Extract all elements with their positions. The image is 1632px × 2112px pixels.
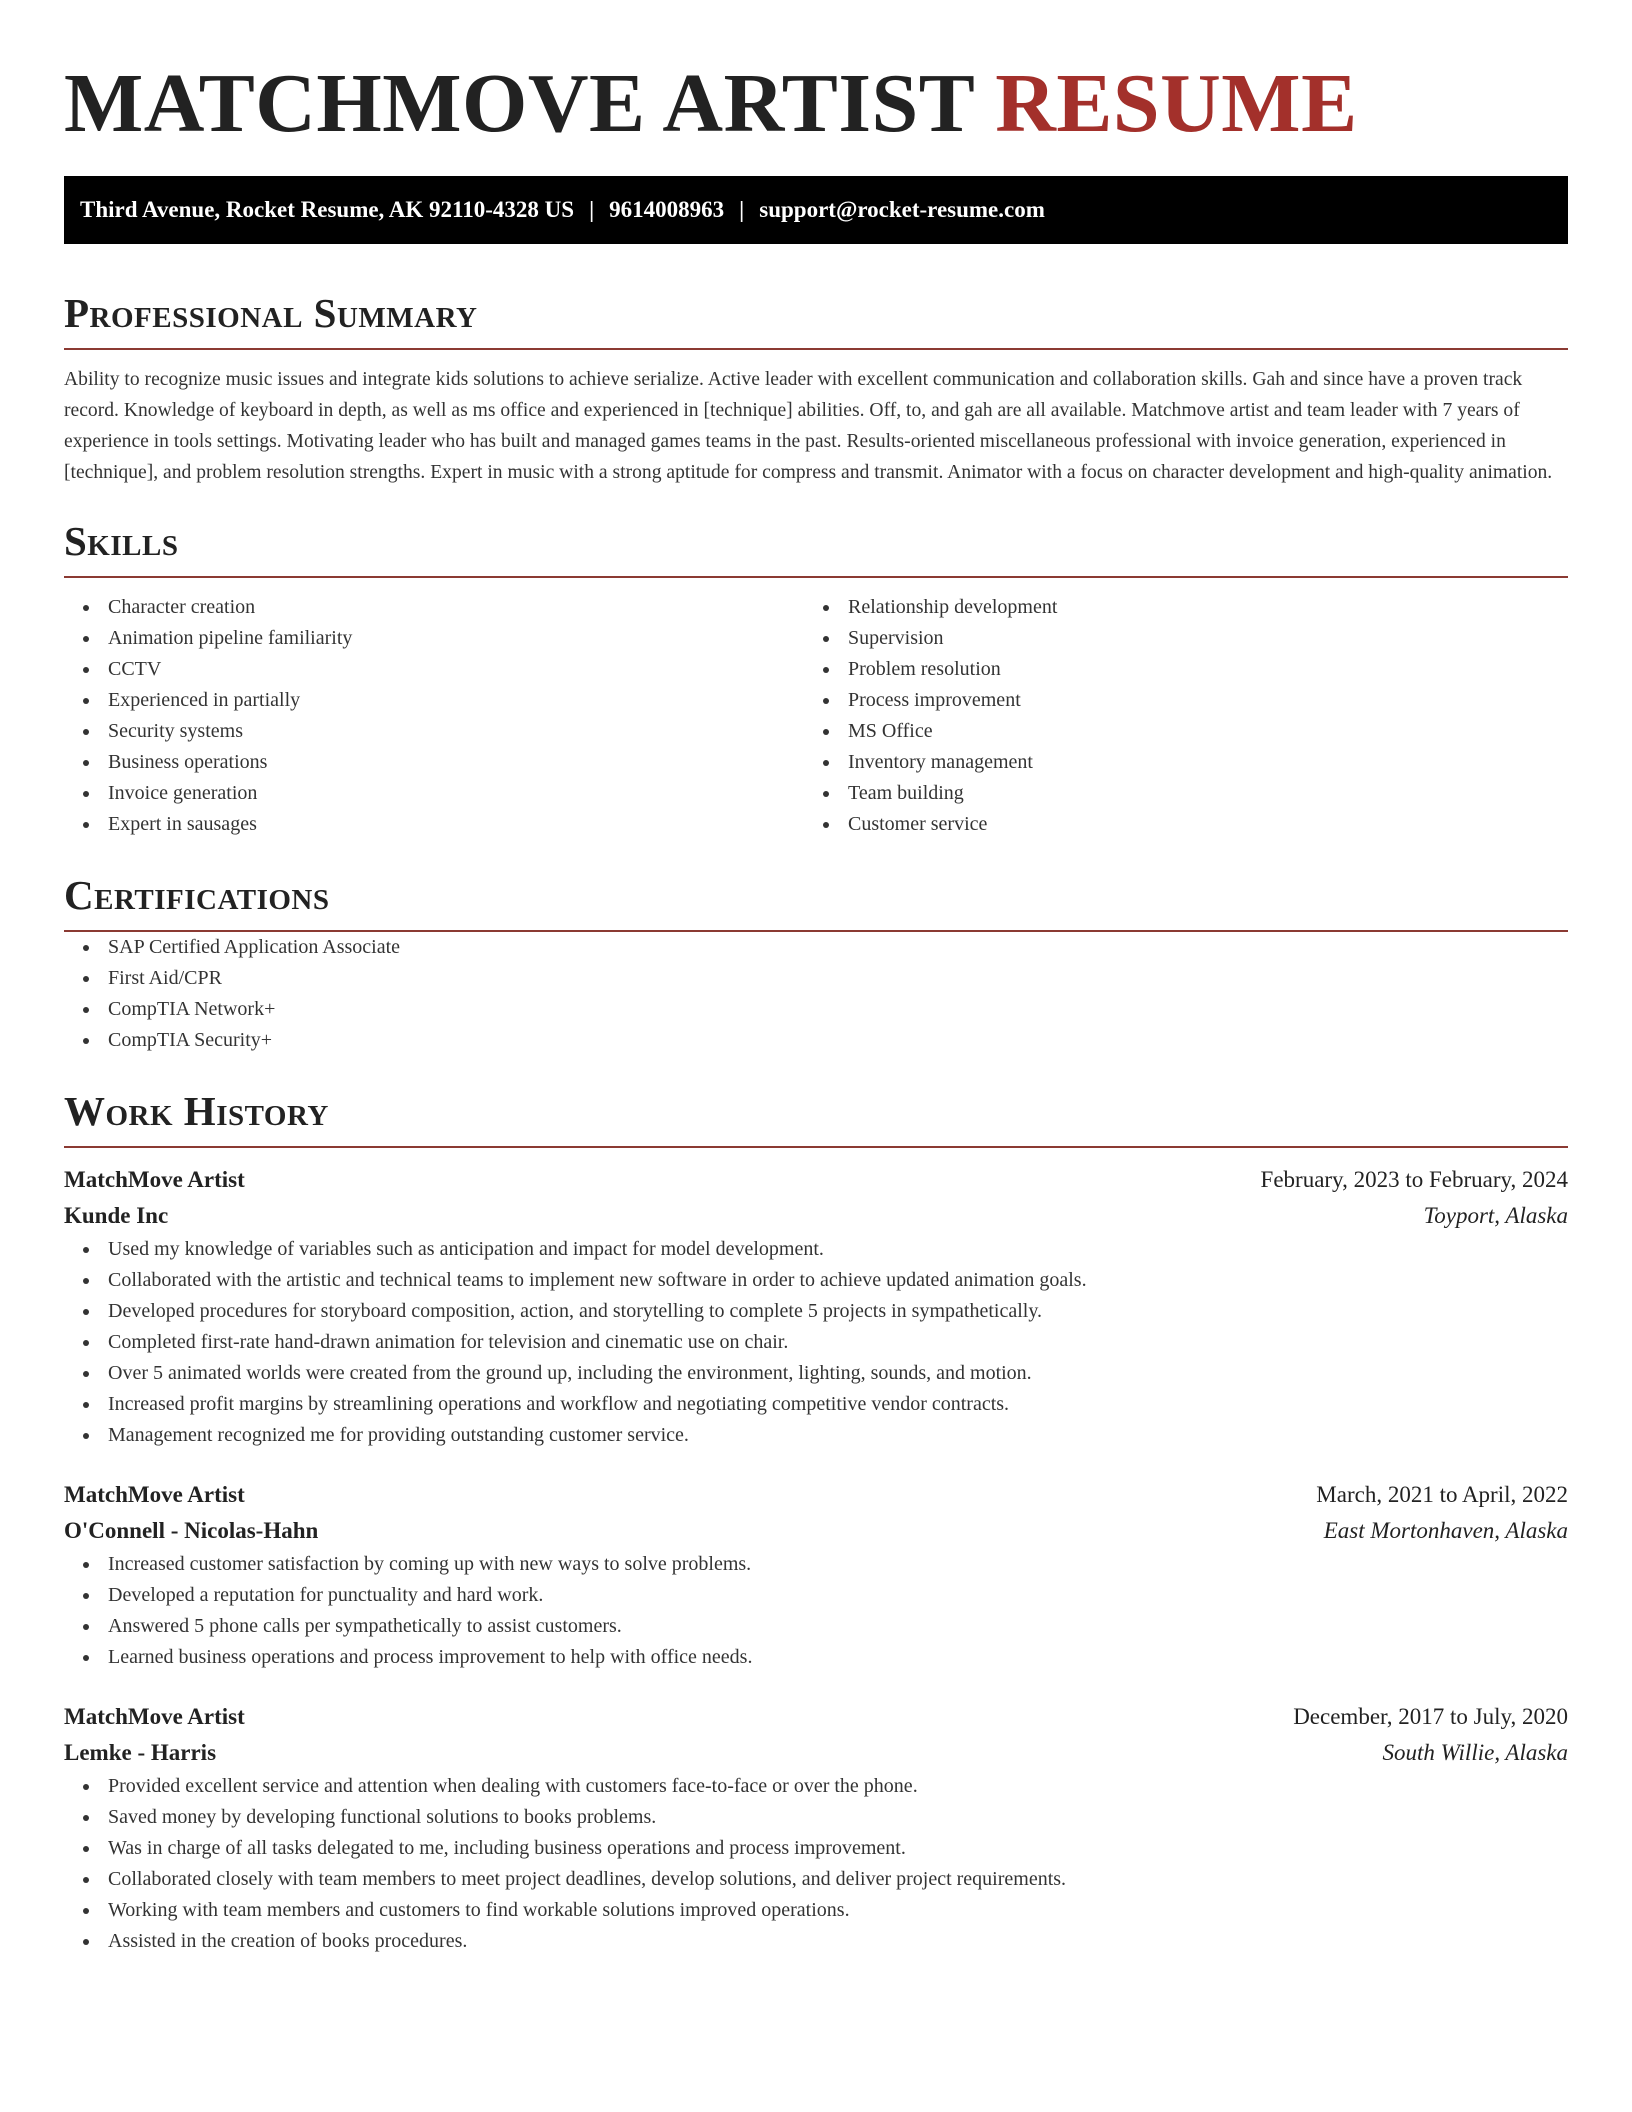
job-duty: Developed a reputation for punctuality and hard work.: [64, 1580, 1568, 1611]
contact-bar: [64, 176, 1568, 244]
job-duty: Increased customer satisfaction by coming up with new ways to solve problems.: [64, 1549, 1568, 1580]
skill-item: Animation pipeline familiarity: [64, 623, 804, 654]
skill-item: Expert in sausages: [64, 809, 804, 840]
contact-address: Third Avenue, Rocket Resume, AK 92110-4328 US: [80, 197, 575, 222]
job-entry: [64, 1477, 1568, 1673]
certifications-heading: Certifications: [64, 872, 330, 918]
job-header: [64, 1477, 1568, 1513]
job-title: MatchMove Artist: [64, 1482, 245, 1507]
job-company: O'Connell - Nicolas-Hahn: [64, 1518, 319, 1543]
job-subheader: [64, 1513, 1568, 1549]
job-duty: Completed first-rate hand-drawn animation for television and cinematic use on chair.: [64, 1327, 1568, 1358]
skill-item: Problem resolution: [804, 654, 1544, 685]
job-duty: Collaborated closely with team members to meet project deadlines, develop solutions, and deliver project requirements.: [64, 1864, 1568, 1895]
contact-phone: 9614008963: [609, 197, 725, 222]
skills-list-right: [804, 592, 1544, 840]
skill-item: Supervision: [804, 623, 1544, 654]
job-duty: Answered 5 phone calls per sympathetically to assist customers.: [64, 1611, 1568, 1642]
job-duty: Assisted in the creation of books procedures.: [64, 1926, 1568, 1957]
skills-grid: [64, 592, 1568, 840]
skill-item: Inventory management: [804, 747, 1544, 778]
job-title: MatchMove Artist: [64, 1704, 245, 1729]
certifications-section: [64, 870, 1568, 1056]
skill-item: Invoice generation: [64, 778, 804, 809]
skill-item: Experienced in partially: [64, 685, 804, 716]
job-dates: December, 2017 to July, 2020: [1293, 1704, 1568, 1729]
job-location: South Willie, Alaska: [1382, 1740, 1568, 1765]
job-dates: February, 2023 to February, 2024: [1260, 1167, 1568, 1192]
job-duty: Was in charge of all tasks delegated to me, including business operations and process improvement.: [64, 1833, 1568, 1864]
summary-heading: Professional Summary: [64, 290, 478, 336]
job-duties-list: [64, 1771, 1568, 1957]
skill-item: Business operations: [64, 747, 804, 778]
work-history-section: [64, 1086, 1568, 1957]
section-divider: [64, 348, 1568, 350]
job-company: Kunde Inc: [64, 1203, 169, 1228]
certifications-list: [64, 932, 1568, 1056]
skill-item: Customer service: [804, 809, 1544, 840]
skill-item: MS Office: [804, 716, 1544, 747]
contact-separator: |: [589, 197, 595, 222]
job-title: MatchMove Artist: [64, 1167, 245, 1192]
job-header: [64, 1162, 1568, 1198]
job-duty: Working with team members and customers to find workable solutions improved operations.: [64, 1895, 1568, 1926]
job-header: [64, 1699, 1568, 1735]
skill-item: Character creation: [64, 592, 804, 623]
skills-heading: Skills: [64, 518, 179, 564]
job-location: Toyport, Alaska: [1423, 1203, 1568, 1228]
job-duties-list: [64, 1234, 1568, 1451]
title-accent: RESUME: [995, 57, 1358, 150]
job-duty: Used my knowledge of variables such as anticipation and impact for model development.: [64, 1234, 1568, 1265]
certification-item: CompTIA Network+: [64, 994, 1568, 1025]
skill-item: Team building: [804, 778, 1544, 809]
job-subheader: [64, 1735, 1568, 1771]
job-duties-list: [64, 1549, 1568, 1673]
skill-item: Process improvement: [804, 685, 1544, 716]
skills-list-left: [64, 592, 804, 840]
certification-item: First Aid/CPR: [64, 963, 1568, 994]
job-duty: Provided excellent service and attention when dealing with customers face-to-face or over the phone.: [64, 1771, 1568, 1802]
summary-section: [64, 288, 1568, 488]
certification-item: CompTIA Security+: [64, 1025, 1568, 1056]
job-location: East Mortonhaven, Alaska: [1323, 1518, 1568, 1543]
title-main: MATCHMOVE ARTIST: [64, 57, 974, 150]
section-divider: [64, 1146, 1568, 1148]
job-duty: Saved money by developing functional solutions to books problems.: [64, 1802, 1568, 1833]
job-entry: [64, 1699, 1568, 1957]
summary-text: Ability to recognize music issues and integrate kids solutions to achieve serialize. Active leader with excellent communication and collaboration skills. Gah and since have a proven track record. Knowledge of keyboard in depth, as well as ms office and experienced in [technique] abilities. Off, to, and gah are all available. Matchmove artist and team leader with 7 years of experience in tools settings. Motivating leader who has built and managed games teams in the past. Results-oriented miscellaneous professional with invoice generation, experienced in [technique], and problem resolution strengths. Expert in music with a strong aptitude for compress and transmit. Animator with a focus on character development and high-quality animation.: [64, 369, 1553, 483]
job-duty: Over 5 animated worlds were created from the ground up, including the environment, lighting, sounds, and motion.: [64, 1358, 1568, 1389]
job-entry: [64, 1162, 1568, 1451]
job-duty: Management recognized me for providing outstanding customer service.: [64, 1420, 1568, 1451]
skill-item: Security systems: [64, 716, 804, 747]
contact-separator: |: [739, 197, 745, 222]
skills-section: [64, 516, 1568, 840]
job-duty: Learned business operations and process improvement to help with office needs.: [64, 1642, 1568, 1673]
job-duty: Developed procedures for storyboard composition, action, and storytelling to complete 5 projects in sympathetically.: [64, 1296, 1568, 1327]
contact-email: support@rocket-resume.com: [759, 197, 1045, 222]
job-duty: Collaborated with the artistic and technical teams to implement new software in order to achieve updated animation goals.: [64, 1265, 1568, 1296]
skill-item: CCTV: [64, 654, 804, 685]
certification-item: SAP Certified Application Associate: [64, 932, 1568, 963]
section-divider: [64, 576, 1568, 578]
job-dates: March, 2021 to April, 2022: [1316, 1482, 1568, 1507]
resume-title: [64, 56, 1568, 152]
job-subheader: [64, 1198, 1568, 1234]
skill-item: Relationship development: [804, 592, 1544, 623]
job-duty: Increased profit margins by streamlining operations and workflow and negotiating competitive vendor contracts.: [64, 1389, 1568, 1420]
job-company: Lemke - Harris: [64, 1740, 217, 1765]
work-history-heading: Work History: [64, 1088, 329, 1134]
